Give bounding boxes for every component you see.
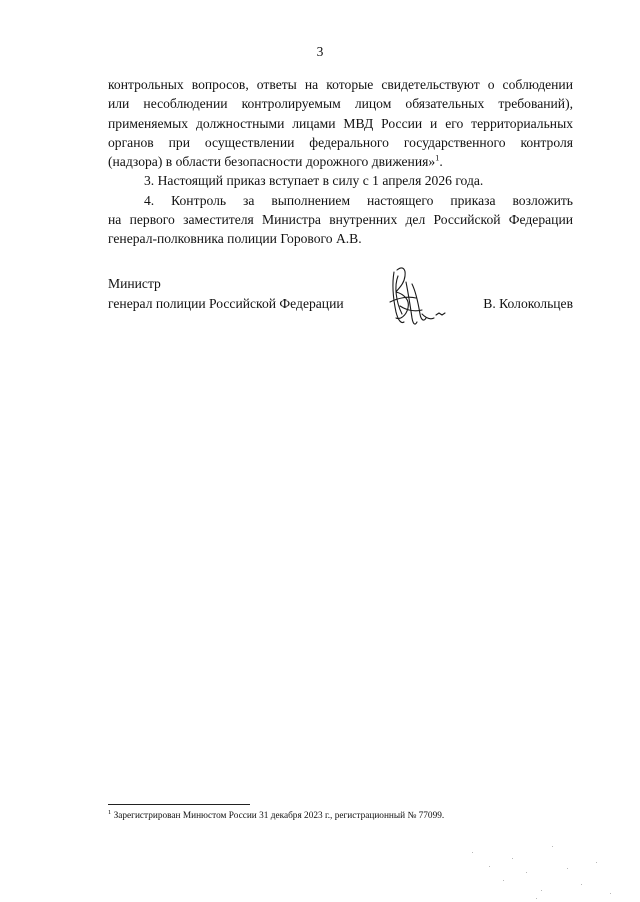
text-line: органов при осуществлении федерального государственного контроля [108, 134, 573, 150]
scan-speckle [567, 868, 568, 869]
text-line: или несоблюдении контролируемым лицом обязательных требований), [108, 96, 573, 112]
paragraph-3: 3. Настоящий приказ вступает в силу с 1 апреля 2026 года. [144, 173, 484, 189]
signatory-title: Министр [108, 276, 161, 291]
scan-speckle [581, 884, 582, 885]
footnote-divider [108, 804, 250, 805]
footnote-reference: 1 [435, 152, 440, 163]
signatory-rank: генерал полиции Российской Федерации [108, 296, 344, 311]
scan-speckle [503, 880, 504, 881]
text-line: контрольных вопросов, ответы на которые свидетельствуют о соблюдении [108, 77, 573, 92]
text-line: 4. Контроль за выполнением настоящего приказа возложить [144, 192, 573, 208]
scan-speckle [541, 890, 542, 891]
paragraph-4 [108, 191, 573, 249]
footnote [108, 808, 578, 821]
scan-speckle [610, 893, 611, 894]
page-number: 3 [316, 44, 324, 59]
text-line-last: (надзора) в области безопасности дорожного движения»$^1$. [108, 152, 443, 170]
text-line-last: генерал-полковника полиции Горового А.В. [108, 231, 362, 247]
footnote-text: Зарегистрирован Минюстом России 31 декабря 2023 г., регистрационный № 77099. [113, 811, 445, 821]
scan-speckle [526, 872, 527, 873]
footnote-mark: 1 [108, 808, 112, 816]
document-body [108, 75, 573, 249]
scan-speckle [472, 852, 473, 853]
scan-speckle [552, 846, 553, 847]
scan-speckle [596, 862, 597, 863]
scan-speckle [536, 898, 537, 899]
text-line-content: (надзора) в области безопасности дорожного движения» [108, 154, 436, 170]
scan-speckle [489, 866, 490, 867]
scan-speckle [512, 858, 513, 859]
text-line: применяемых должностными лицами МВД России и его территориальных [108, 115, 573, 131]
text-line: на первого заместителя Министра внутренних дел Российской Федерации [108, 212, 573, 228]
signature-block [108, 276, 573, 336]
handwritten-signature [384, 262, 454, 334]
signatory-name: В. Колокольцев [483, 296, 573, 311]
paragraph-continuation [108, 75, 573, 171]
